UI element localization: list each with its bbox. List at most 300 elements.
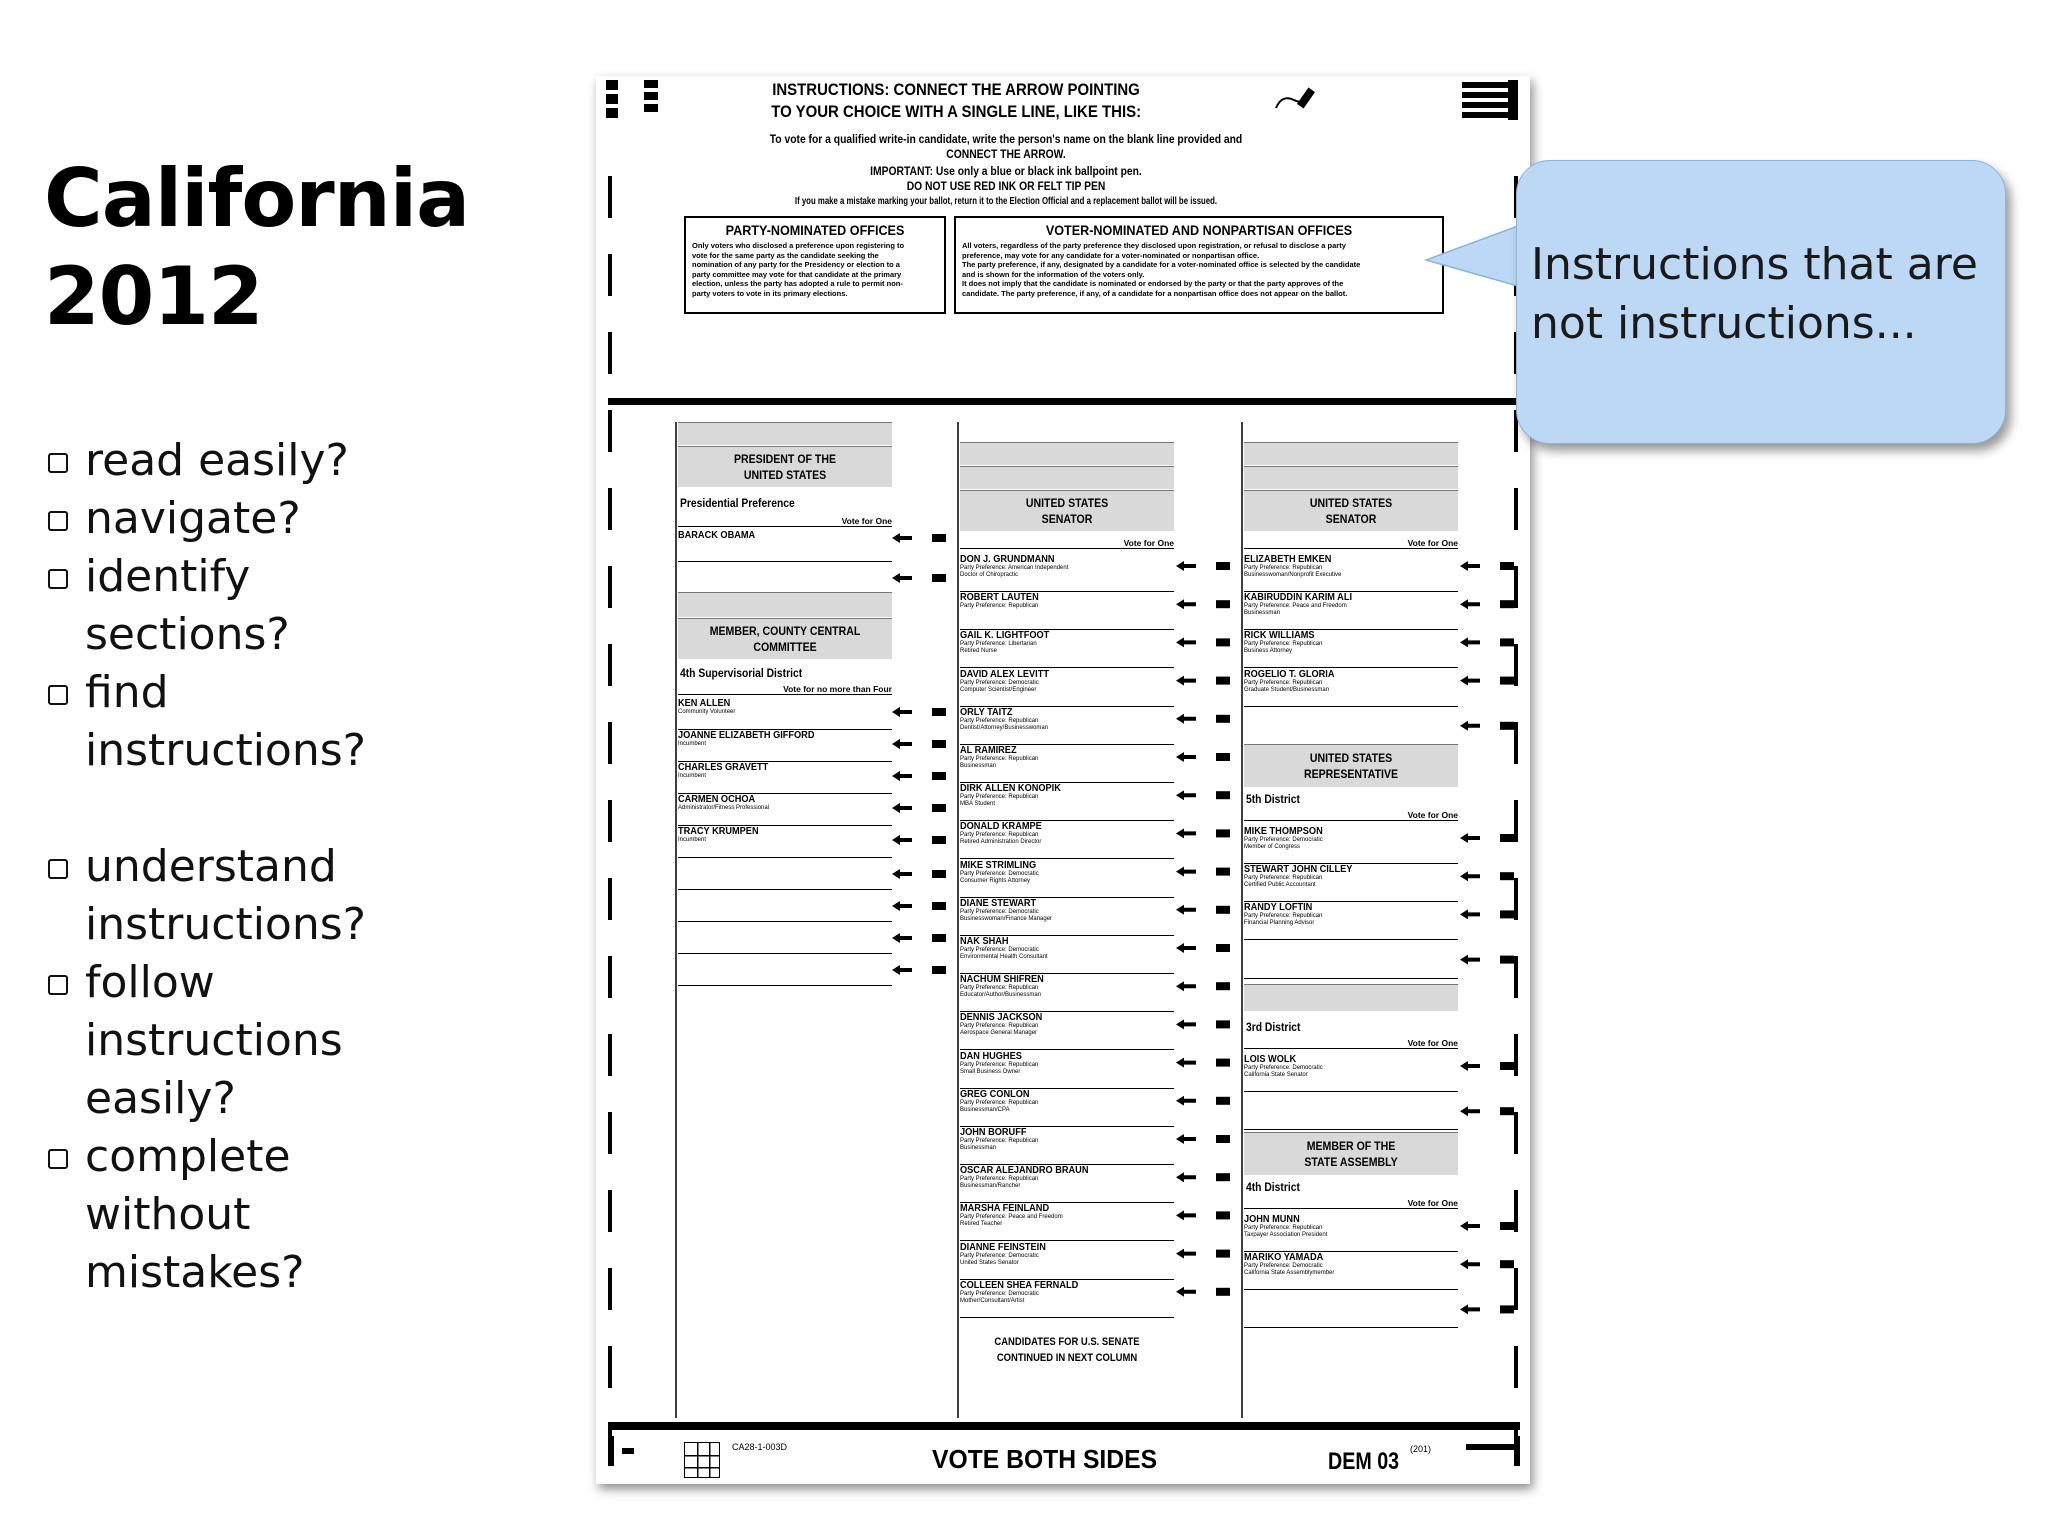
timing-mark (1466, 1444, 1516, 1450)
candidate-detail: United States Senator (960, 1259, 1019, 1266)
candidate-detail: Businessman/Rancher (960, 1183, 1021, 1190)
vote-arrow[interactable] (892, 803, 946, 813)
candidate-detail: Retired Nurse (960, 648, 998, 655)
candidate-row (960, 592, 1174, 630)
info-box-party (684, 216, 946, 314)
candidate-name: NAK SHAH (960, 936, 1009, 947)
instructions-important: IMPORTANT: Use only a blue or black ink ballpoint pen. (870, 164, 1142, 178)
assembly-office (1244, 1132, 1458, 1175)
candidate-name: KABIRUDDIN KARIM ALI (1244, 592, 1353, 604)
instructions-title: TO YOUR CHOICE WITH A SINGLE LINE, LIKE THIS: (771, 102, 1142, 121)
write-in-line[interactable] (678, 562, 892, 594)
vote-arrow[interactable] (1176, 676, 1230, 686)
candidate-name: COLLEEN SHEA FERNALD (960, 1279, 1079, 1291)
12 (1244, 442, 1458, 465)
checkbox (48, 1149, 68, 1169)
info-box-line: candidate. The party preference, if any, of a candidate for a nonpartisan office does not appear on the ballot. (962, 288, 1348, 298)
info-box-line: nomination of any party for the Presidency or election to a (692, 260, 900, 269)
timing-mark (608, 1436, 614, 1466)
candidate-detail: Member of Congress (1244, 844, 1301, 850)
write-in-line[interactable] (1244, 707, 1458, 745)
vote-arrow[interactable] (892, 739, 946, 749)
write-in-arrow[interactable] (892, 573, 946, 583)
checklist-text: instructions? (85, 899, 367, 950)
vote-arrow[interactable] (1176, 1172, 1230, 1182)
checkbox (48, 511, 68, 531)
vote-arrow[interactable] (1460, 561, 1514, 571)
candidate-detail: Administrator/Fitness Professional (678, 805, 770, 811)
candidate-detail: Incumbent (678, 741, 707, 747)
candidate-name: LOIS WOLK (1244, 1054, 1297, 1065)
continued-line: CANDIDATES FOR U.S. SENATE (994, 1336, 1140, 1348)
side-mark (1514, 566, 1518, 608)
candidate-name: DIRK ALLEN KONOPIK (960, 783, 1061, 795)
vote-arrow[interactable] (1176, 943, 1230, 953)
candidate-detail: Businessman (960, 763, 997, 769)
vote-arrow[interactable] (1176, 1134, 1230, 1144)
checklist-text: instructions? (85, 725, 367, 776)
checklist-item (44, 954, 366, 1128)
candidate-detail: Party Preference: Republican (960, 1138, 1039, 1144)
callout-tail (1424, 222, 1524, 292)
candidate-row (960, 1127, 1174, 1165)
vote-arrow[interactable] (1176, 1287, 1230, 1297)
candidate-row (1244, 826, 1458, 864)
vote-arrow[interactable] (1176, 828, 1230, 838)
instructions-writein: To vote for a qualified write-in candidate, write the person's name on the blank line provided and (769, 132, 1243, 146)
candidate-detail: Party Preference: Republican (960, 1099, 1039, 1106)
checklist (44, 432, 366, 1302)
candidate-name: DIANE STEWART (960, 897, 1037, 909)
continued-line: CONTINUED IN NEXT COLUMN (996, 1352, 1138, 1364)
write-in-arrow[interactable] (892, 869, 946, 879)
12 (678, 592, 892, 617)
assembly-office-line: STATE ASSEMBLY (1304, 1155, 1398, 1169)
candidate-detail: Retired Administration Director (960, 839, 1042, 846)
side-mark (1514, 1190, 1518, 1232)
candidate-row (960, 1051, 1174, 1089)
12 (1244, 466, 1458, 489)
vote-arrow[interactable] (1176, 561, 1230, 571)
continued-note (960, 1334, 1174, 1366)
candidate-detail: Party Preference: Republican (960, 794, 1039, 801)
instructions-title: INSTRUCTIONS: CONNECT THE ARROW POINTING (772, 80, 1140, 99)
vote-arrow[interactable] (1176, 1019, 1230, 1029)
checklist-text: read easily? (85, 435, 349, 486)
write-in-arrow[interactable] (1460, 721, 1514, 731)
rep-district: 5th District (1246, 792, 1300, 806)
candidate-detail: Computer Scientist/Engineer (960, 686, 1037, 693)
side-mark (1514, 1112, 1518, 1154)
committee-district: 4th Supervisorial District (680, 666, 803, 680)
candidate-detail: Party Preference: Democratic (960, 1290, 1039, 1297)
vote-arrow[interactable] (1460, 833, 1514, 843)
col1-office (678, 446, 892, 487)
candidate-detail: Community Volunteer (678, 709, 736, 715)
vote-arrow[interactable] (1176, 1096, 1230, 1106)
candidate-name: CARMEN OCHOA (678, 794, 756, 805)
side-mark (608, 722, 612, 764)
candidate-name: BARACK OBAMA (678, 530, 756, 541)
candidate-detail: Party Preference: Democratic (960, 947, 1039, 953)
vote-arrow[interactable] (892, 707, 946, 717)
checklist-text: identify (85, 551, 251, 602)
candidate-detail: Retired Teacher (960, 1221, 1003, 1228)
vote-for-label: Vote for One (1244, 1038, 1458, 1049)
candidate-detail: Party Preference: Republican (1244, 875, 1323, 882)
checklist-item (44, 432, 366, 490)
candidate-row (960, 860, 1174, 898)
candidate-name: DAVID ALEX LEVITT (960, 668, 1049, 680)
candidate-name: OSCAR ALEJANDRO BRAUN (960, 1165, 1089, 1177)
12 (960, 442, 1174, 465)
candidate-row (960, 1280, 1174, 1318)
side-mark (608, 956, 612, 998)
info-box-line: and is shown for the information of the voters only. (962, 269, 1145, 279)
timing-mark (1514, 1436, 1520, 1466)
side-mark (608, 644, 612, 686)
candidate-detail: Party Preference: Republican (1244, 913, 1323, 920)
checklist-item (44, 548, 366, 664)
vote-arrow[interactable] (892, 771, 946, 781)
candidate-detail: Party Preference: Republican (1244, 679, 1323, 686)
col2-office-line: UNITED STATES (1025, 496, 1109, 510)
write-in-line[interactable] (1244, 1092, 1458, 1130)
ballot-type-sup: (201) (1410, 1444, 1432, 1454)
candidate-name: RANDY LOFTIN (1244, 902, 1313, 914)
side-mark (608, 1268, 612, 1310)
candidate-detail: Small Business Owner (960, 1068, 1021, 1075)
vote-arrow[interactable] (1176, 1249, 1230, 1259)
vote-for-label: Vote for One (1244, 538, 1458, 549)
write-in-arrow[interactable] (1460, 955, 1514, 965)
write-in-line[interactable] (678, 858, 892, 890)
candidate-name: GREG CONLON (960, 1088, 1030, 1100)
candidate-name: DON J. GRUNDMANN (960, 554, 1055, 565)
checklist-item (44, 1128, 366, 1302)
vote-arrow[interactable] (892, 835, 946, 845)
vote-arrow[interactable] (1176, 905, 1230, 915)
write-in-line[interactable] (678, 922, 892, 954)
candidate-detail: Business Attorney (1244, 648, 1293, 655)
timing-mark (606, 94, 618, 104)
side-mark (1514, 1034, 1518, 1076)
vote-for-label: Vote for One (960, 538, 1174, 549)
vote-arrow[interactable] (1176, 981, 1230, 991)
assembly-district: 4th District (1246, 1180, 1300, 1194)
vote-arrow[interactable] (1176, 790, 1230, 800)
write-in-line[interactable] (678, 954, 892, 986)
timing-mark (644, 92, 658, 100)
vote-for-label: Vote for One (678, 516, 892, 527)
barcode-grid (684, 1442, 720, 1478)
rep-office (1244, 744, 1458, 787)
checklist-item (44, 490, 366, 548)
candidate-detail: Environmental Health Consultant (960, 954, 1048, 960)
timing-mark (1508, 80, 1518, 120)
candidate-name: TRACY KRUMPEN (678, 826, 759, 837)
info-box-body (686, 238, 944, 301)
side-mark (608, 254, 612, 296)
candidate-detail: Party Preference: Republican (960, 832, 1039, 839)
candidate-name: ELIZABETH EMKEN (1244, 554, 1332, 565)
checkbox (48, 453, 68, 473)
side-mark (1514, 956, 1518, 998)
candidate-detail: California State Senator (1244, 1072, 1308, 1078)
candidate-name: KEN ALLEN (678, 698, 731, 709)
checklist-item (44, 838, 366, 954)
candidate-name: ROBERT LAUTEN (960, 592, 1039, 604)
candidate-row (960, 821, 1174, 859)
candidate-row (1244, 1252, 1458, 1290)
write-in-arrow[interactable] (892, 965, 946, 975)
side-mark (608, 332, 612, 374)
candidate-detail: Graduate Student/Businessman (1244, 686, 1330, 693)
vote-arrow[interactable] (1460, 676, 1514, 686)
timing-mark (644, 104, 658, 112)
12 (960, 466, 1174, 489)
candidate-name: RICK WILLIAMS (1244, 630, 1315, 642)
vote-arrow[interactable] (1460, 1221, 1514, 1231)
checklist-item (44, 664, 366, 780)
candidate-row (960, 898, 1174, 936)
side-mark (608, 800, 612, 842)
info-box-line: vote for the same party as the candidate seeking the (692, 250, 879, 260)
candidate-name: ORLY TAITZ (960, 706, 1013, 718)
col2-office-line: SENATOR (1041, 512, 1093, 526)
ballot-type: DEM 03 (1328, 1448, 1400, 1475)
info-box-line: party committee may vote for that candidate at the primary (692, 269, 902, 279)
write-in-line[interactable] (1244, 941, 1458, 979)
info-box-line: All voters, regardless of the party preference they disclosed upon registration, or refusal to disclose a party (962, 241, 1346, 250)
vote-arrow[interactable] (1176, 867, 1230, 877)
candidate-name: MIKE THOMPSON (1244, 826, 1323, 837)
candidate-row (960, 1203, 1174, 1241)
candidate-row (960, 1242, 1174, 1280)
vote-arrow[interactable] (892, 533, 946, 543)
side-mark (608, 878, 612, 920)
12 (1244, 984, 1458, 1011)
candidate-detail: Party Preference: Democratic (1244, 1065, 1323, 1071)
col1-subhead: Presidential Preference (680, 496, 795, 510)
checkbox (48, 859, 68, 879)
candidate-name: JOANNE ELIZABETH GIFFORD (678, 730, 815, 741)
vote-arrow[interactable] (1176, 1058, 1230, 1068)
vote-arrow[interactable] (1460, 1259, 1514, 1269)
candidate-detail: Party Preference: Democratic (960, 870, 1039, 877)
side-mark (608, 566, 612, 608)
side-mark (608, 1346, 612, 1388)
side-mark (1514, 722, 1518, 764)
12 (678, 422, 892, 445)
candidate-row (1244, 902, 1458, 940)
side-mark (608, 176, 612, 218)
candidate-row (960, 1165, 1174, 1203)
candidate-detail: Incumbent (678, 773, 707, 779)
candidate-detail: Doctor of Chiropractic (960, 572, 1019, 578)
candidate-row (960, 1089, 1174, 1127)
vote-arrow[interactable] (1460, 637, 1514, 647)
candidate-detail: Party Preference: Republican (960, 1023, 1039, 1030)
col1-office-line: PRESIDENT OF THE (733, 452, 837, 466)
slide-title-line: 2012 (44, 250, 263, 343)
side-mark (1514, 800, 1518, 842)
timing-mark (606, 108, 618, 118)
col3-senator-office-line: UNITED STATES (1309, 496, 1393, 510)
candidate-detail: Party Preference: Democratic (960, 679, 1039, 686)
vote-arrow[interactable] (1176, 714, 1230, 724)
info-box-title: VOTER-NOMINATED AND NONPARTISAN OFFICES (1045, 222, 1353, 238)
candidate-name: DONALD KRAMPE (960, 821, 1042, 833)
candidate-row (960, 1012, 1174, 1050)
candidate-name: MARSHA FEINLAND (960, 1203, 1050, 1215)
col3-senator-office-line: SENATOR (1325, 512, 1377, 526)
vote-arrow[interactable] (1176, 752, 1230, 762)
col1-office-line: UNITED STATES (743, 468, 827, 482)
checklist-text: sections? (85, 609, 290, 660)
candidate-row (960, 974, 1174, 1012)
candidate-detail: Educator/Author/Businessman (960, 992, 1042, 999)
assembly-office-line: MEMBER OF THE (1306, 1139, 1396, 1153)
side-mark (1514, 1346, 1518, 1388)
timing-mark (644, 80, 658, 88)
separator-bar (608, 1422, 1520, 1430)
vote-arrow[interactable] (1460, 599, 1514, 609)
checklist-text: easily? (85, 1073, 236, 1124)
vote-arrow[interactable] (1176, 1210, 1230, 1220)
candidate-detail: Businesswoman/Finance Manager (960, 915, 1053, 922)
checklist-gap (44, 780, 366, 838)
candidate-detail: Consumer Rights Attorney (960, 877, 1031, 884)
rep-office-line: UNITED STATES (1309, 751, 1393, 765)
callout-line: Instructions that are (1531, 239, 1978, 290)
checklist-text: instructions (85, 1015, 343, 1066)
callout-bubble (1516, 160, 2006, 444)
candidate-name: AL RAMIREZ (960, 745, 1017, 756)
checklist-text: complete (85, 1131, 291, 1182)
candidate-row (678, 530, 892, 562)
candidate-detail: Party Preference: Republican (960, 717, 1039, 724)
candidate-detail: Party Preference: American Independent (960, 565, 1069, 571)
vote-both-sides: VOTE BOTH SIDES (932, 1444, 1158, 1474)
candidate-detail: Party Preference: Democratic (1244, 1263, 1323, 1270)
vote-arrow[interactable] (1460, 1061, 1514, 1071)
ballot-image (596, 76, 1530, 1484)
candidate-row (1244, 864, 1458, 902)
candidate-row (960, 745, 1174, 783)
candidate-row (1244, 630, 1458, 668)
write-in-line[interactable] (1244, 1290, 1458, 1328)
checklist-text: without (85, 1189, 251, 1240)
state-senator-district: 3rd District (1246, 1020, 1301, 1034)
checklist-text: navigate? (85, 493, 301, 544)
candidate-detail: Dentist/Attorney/Businesswoman (960, 724, 1049, 731)
candidate-detail: MBA Student (960, 801, 996, 808)
candidate-row (960, 783, 1174, 821)
candidate-detail: Party Preference: Peace and Freedom (960, 1214, 1063, 1221)
side-mark (608, 410, 612, 452)
candidate-row (678, 826, 892, 858)
candidate-row (960, 669, 1174, 707)
callout-text (1531, 235, 1978, 353)
candidate-detail: Party Preference: Republican (960, 756, 1039, 762)
vote-arrow[interactable] (1460, 871, 1514, 881)
candidate-detail: Party Preference: Libertarian (960, 641, 1037, 648)
candidate-detail: Taxpayer Association President (1244, 1232, 1328, 1238)
timing-mark (606, 80, 618, 90)
candidate-detail: Party Preference: Republican (960, 603, 1039, 610)
info-box-line: preference, may vote for any candidate for a voter-nominated or nonpartisan office. (962, 250, 1260, 260)
candidate-name: DENNIS JACKSON (960, 1012, 1043, 1024)
write-in-arrow[interactable] (1460, 1106, 1514, 1116)
checkbox (48, 685, 68, 705)
candidate-detail: Party Preference: Democratic (960, 1252, 1039, 1259)
checklist-text: understand (85, 841, 337, 892)
write-in-arrow[interactable] (892, 933, 946, 943)
candidate-detail: Party Preference: Democratic (960, 908, 1039, 915)
candidate-detail: Businesswoman/Nonprofit Executive (1244, 572, 1342, 578)
callout-line: not instructions... (1531, 298, 1917, 349)
candidate-detail: Businessman/CPA (960, 1106, 1010, 1113)
info-box-line: party voters to vote in its primary elections. (692, 288, 848, 298)
candidate-name: GAIL K. LIGHTFOOT (960, 630, 1050, 642)
candidate-detail: Businessman (1244, 610, 1281, 617)
checkbox (48, 975, 68, 995)
candidate-name: JOHN BORUFF (960, 1127, 1027, 1138)
vote-arrow[interactable] (1176, 637, 1230, 647)
candidate-row (678, 730, 892, 762)
candidate-detail: Financial Planning Advisor (1244, 920, 1315, 927)
candidate-detail: Party Preference: Republican (1244, 1225, 1323, 1231)
vote-for-label: Vote for no more than Four (678, 684, 892, 695)
candidate-row (678, 762, 892, 794)
candidate-detail: Aerospace General Manager (960, 1030, 1038, 1037)
candidate-detail: Party Preference: Republican (960, 985, 1039, 992)
info-box-voter (954, 216, 1444, 314)
candidate-name: NACHUM SHIFREN (960, 974, 1044, 986)
vote-for-label: Vote for One (1244, 1198, 1458, 1209)
candidate-row (678, 794, 892, 826)
instructions-important: DO NOT USE RED INK OR FELT TIP PEN (906, 179, 1106, 193)
candidate-detail: Certified Public Accountant (1244, 882, 1316, 889)
candidate-detail: California State Assemblymember (1244, 1270, 1335, 1277)
col2-office (960, 490, 1174, 531)
info-box-title: PARTY-NOMINATED OFFICES (725, 222, 905, 238)
candidate-detail: Party Preference: Republican (960, 1176, 1039, 1183)
write-in-arrow[interactable] (892, 901, 946, 911)
candidate-row (960, 707, 1174, 745)
candidate-name: CHARLES GRAVETT (678, 762, 769, 773)
candidate-row (960, 936, 1174, 974)
committee-office (678, 618, 892, 659)
write-in-line[interactable] (678, 890, 892, 922)
candidate-name: DAN HUGHES (960, 1050, 1022, 1062)
vote-arrow[interactable] (1176, 599, 1230, 609)
candidate-detail: Mother/Consultant/Artist (960, 1297, 1025, 1304)
committee-office-line: COMMITTEE (753, 640, 817, 654)
ballot-code: CA28-1-003D (732, 1442, 788, 1452)
timing-mark (1462, 102, 1514, 108)
side-mark (608, 1190, 612, 1232)
candidate-name: MARIKO YAMADA (1244, 1252, 1324, 1264)
side-mark (608, 488, 612, 530)
vote-arrow[interactable] (1460, 909, 1514, 919)
side-mark (1514, 1268, 1518, 1310)
candidate-row (960, 554, 1174, 592)
write-in-arrow[interactable] (1460, 1304, 1514, 1314)
vote-for-label: Vote for One (1244, 810, 1458, 821)
side-mark (608, 1034, 612, 1076)
